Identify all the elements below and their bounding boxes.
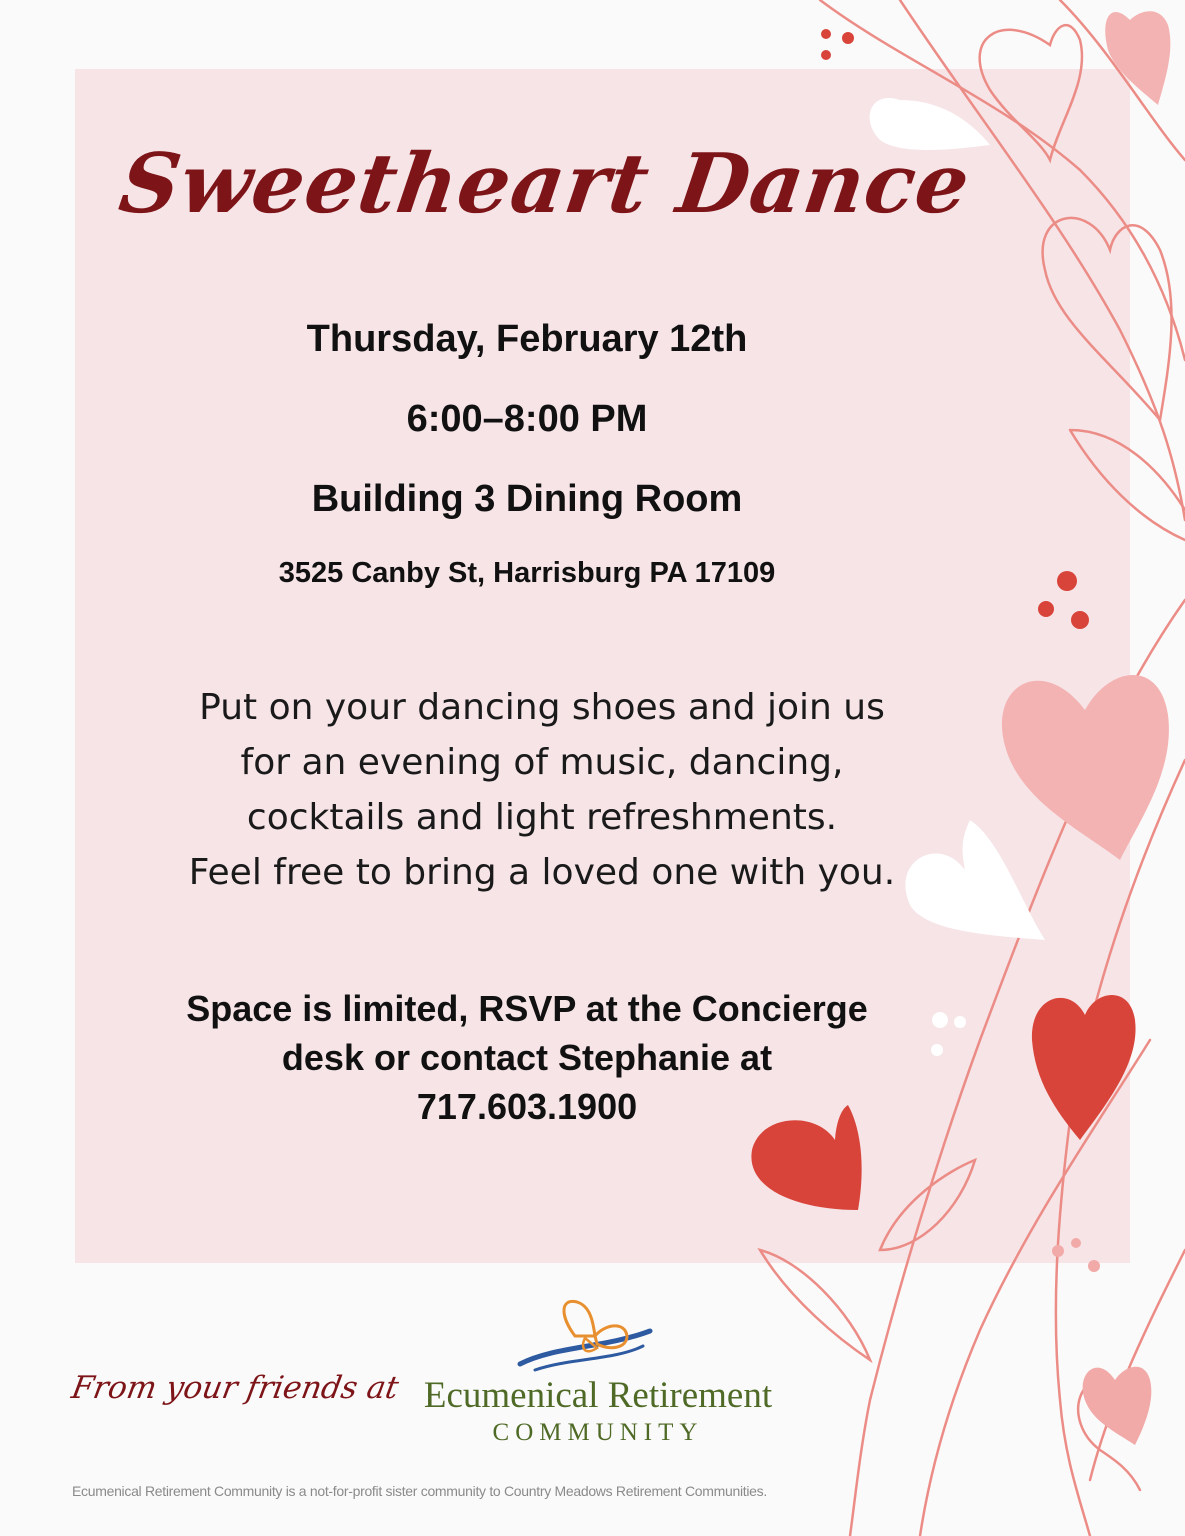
from-friends-text: From your friends at (68, 1370, 402, 1406)
description-line: Feel free to bring a loved one with you. (188, 852, 896, 893)
event-venue: Building 3 Dining Room (311, 478, 743, 520)
logo-name: Ecumenical Retirement (423, 1375, 773, 1416)
rsvp-line: desk or contact Stephanie at (281, 1037, 773, 1078)
event-date: Thursday, February 12th (306, 318, 748, 360)
event-title: Sweetheart Dance (113, 136, 977, 232)
event-address: 3525 Canby St, Harrisburg PA 17109 (278, 557, 776, 589)
rsvp-phone: 717.603.1900 (416, 1086, 638, 1127)
description-line: Put on your dancing shoes and join us (199, 687, 885, 728)
event-description (100, 680, 984, 900)
rsvp-notice (90, 984, 964, 1131)
logo-subtitle: COMMUNITY (492, 1419, 704, 1446)
description-line: cocktails and light refreshments. (246, 797, 838, 838)
event-time: 6:00–8:00 PM (406, 398, 648, 440)
description-line: for an evening of music, dancing, (240, 742, 844, 783)
rsvp-line: Space is limited, RSVP at the Concierge (186, 988, 868, 1029)
footer-disclaimer: Ecumenical Retirement Community is a not-for-profit sister community to Country Meadows Retirement Communities. (72, 1483, 767, 1499)
butterfly-icon (515, 1296, 665, 1376)
